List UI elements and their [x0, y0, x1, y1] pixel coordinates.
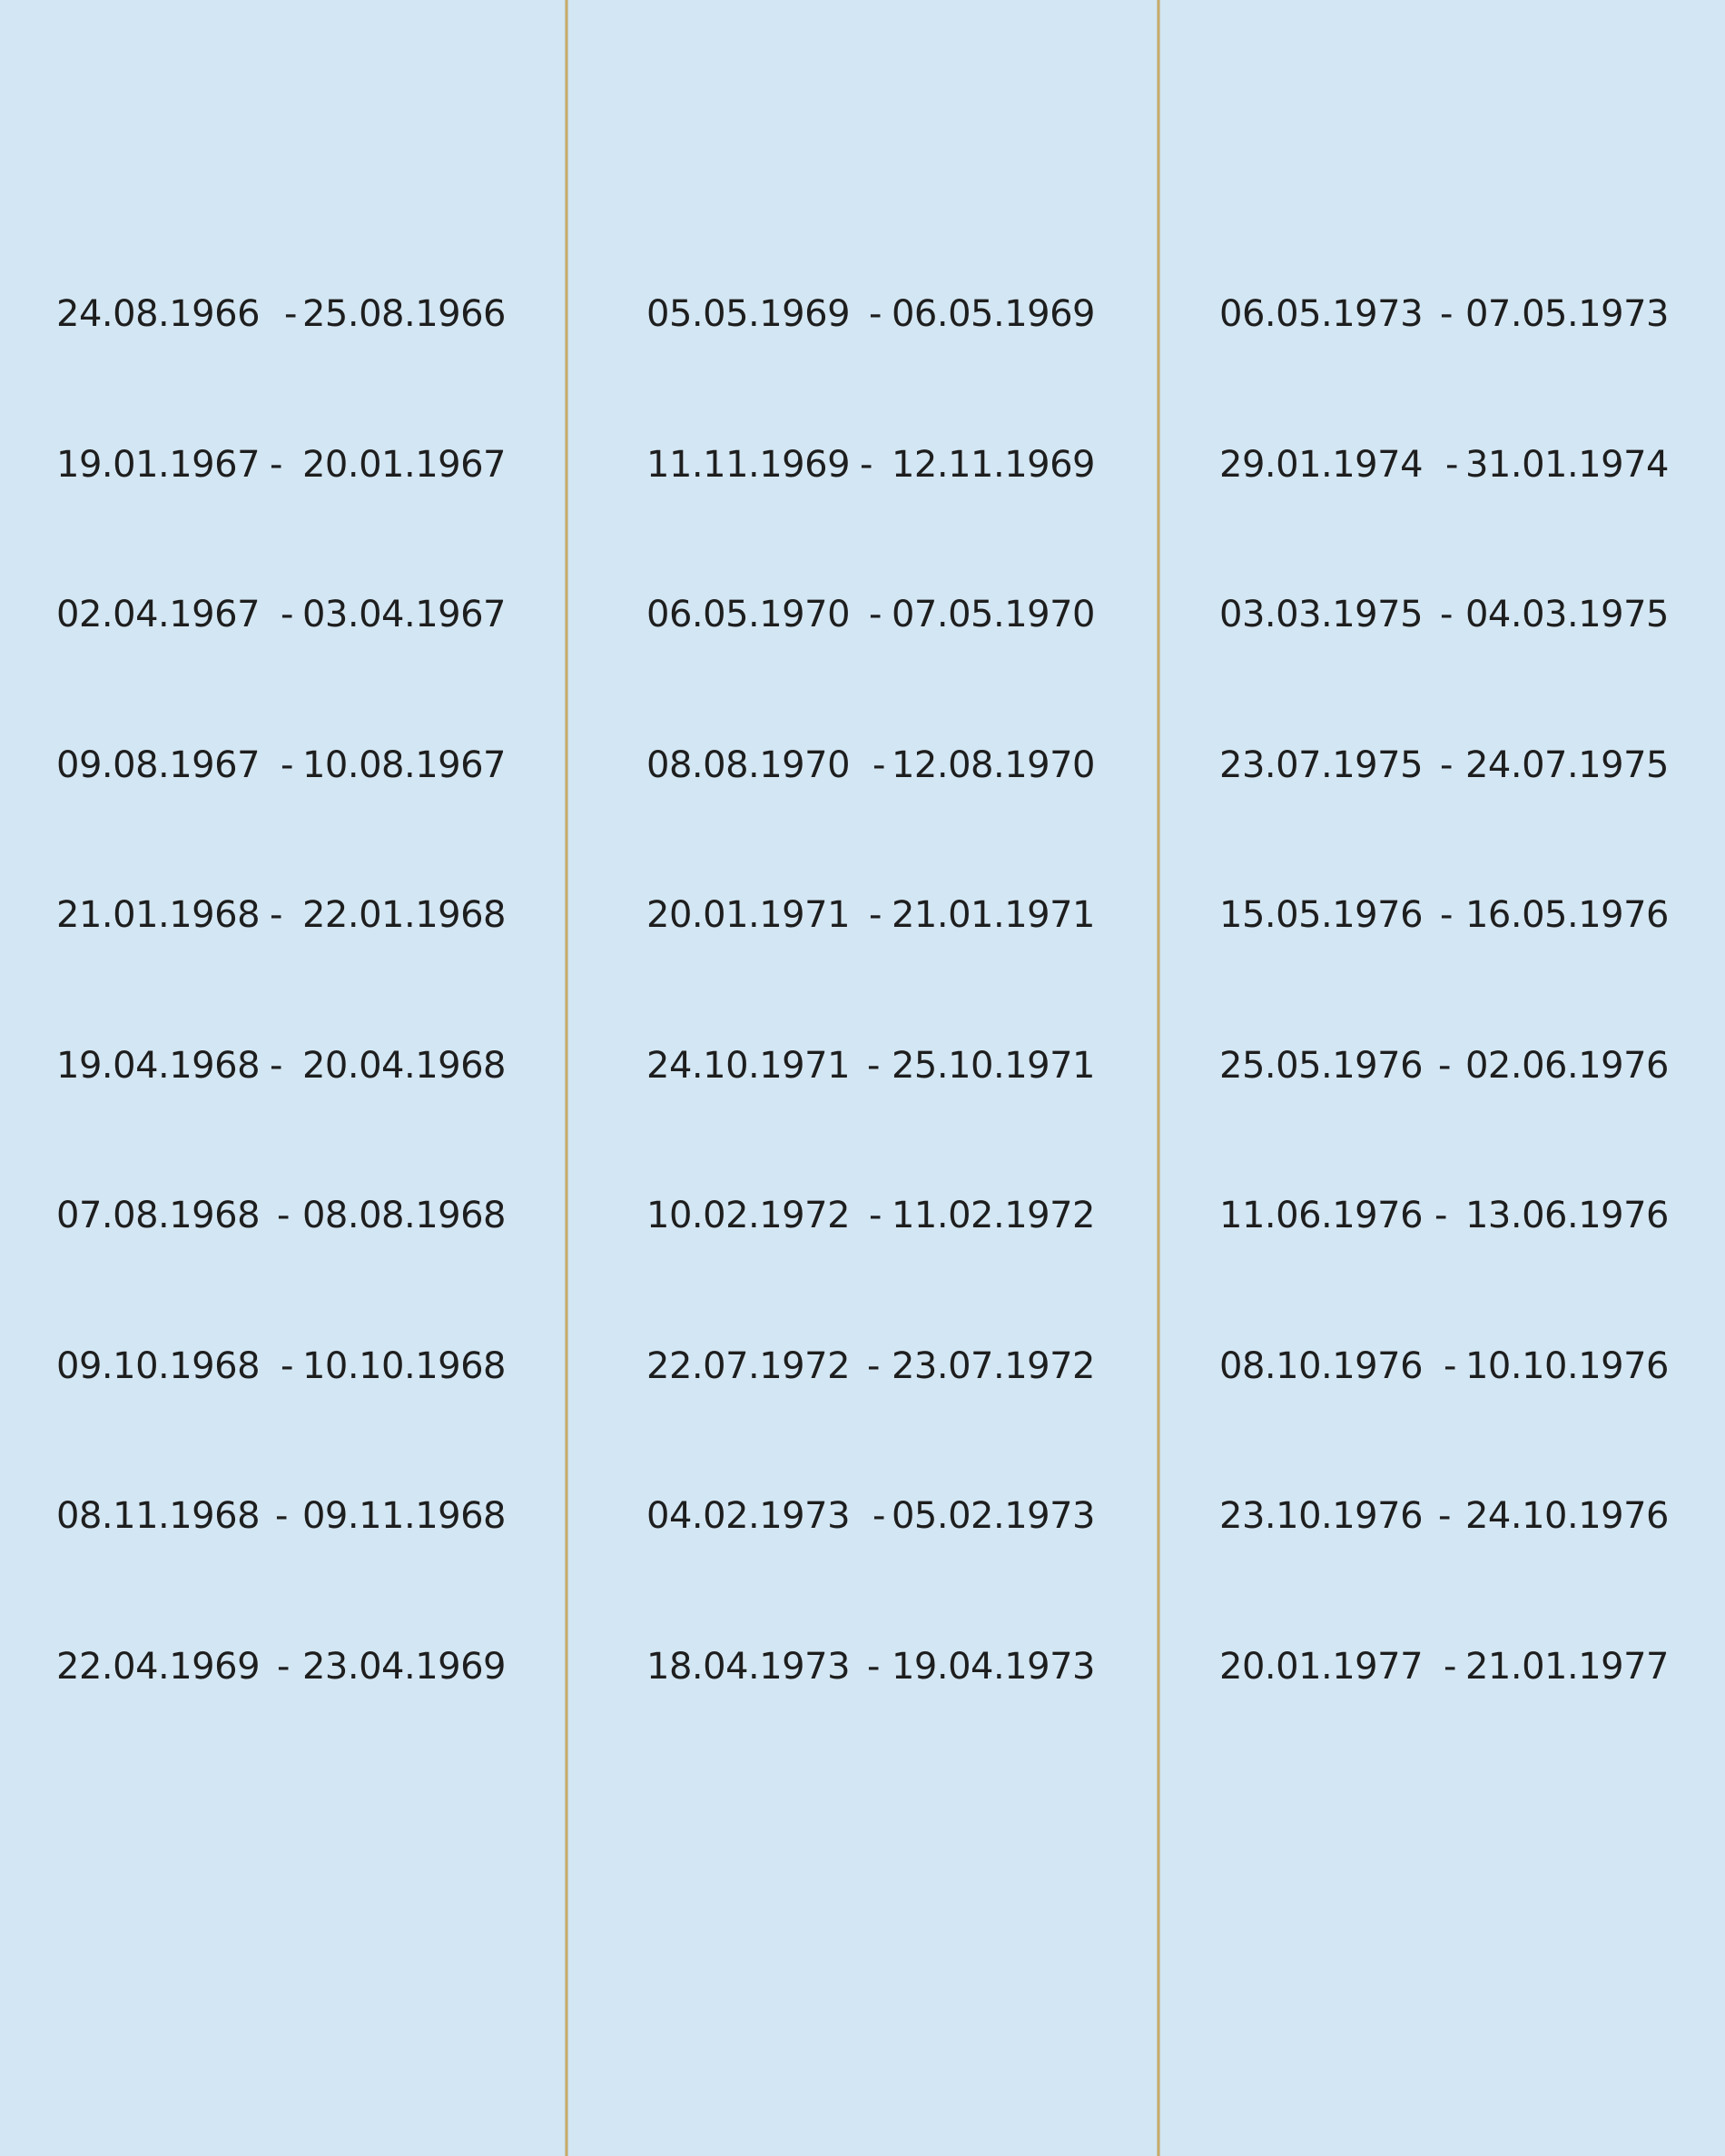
- range-separator: -: [872, 1495, 885, 1537]
- range-separator: -: [867, 1344, 880, 1387]
- range-separator: -: [1440, 743, 1453, 786]
- start-date: 23.10.1976: [1219, 1495, 1424, 1537]
- start-date: 23.07.1975: [1219, 743, 1424, 786]
- start-date: 19.01.1967: [56, 443, 261, 486]
- date-range-row: [646, 287, 1095, 341]
- date-range-row: [1219, 587, 1669, 642]
- date-column-2: [646, 0, 1095, 2156]
- date-range-row: [646, 1639, 1095, 1694]
- end-date: 09.11.1968: [301, 1495, 506, 1537]
- date-range-row: [1219, 1489, 1669, 1543]
- start-date: 03.03.1975: [1219, 594, 1424, 635]
- range-separator: -: [867, 1645, 880, 1688]
- start-date: 11.06.1976: [1219, 1195, 1424, 1236]
- start-date: 08.11.1968: [56, 1495, 261, 1537]
- end-date: 21.01.1971: [891, 894, 1095, 936]
- date-range-row: [56, 1339, 506, 1393]
- date-range-row: [646, 438, 1095, 492]
- start-date: 18.04.1973: [646, 1645, 851, 1688]
- start-date: 24.10.1971: [646, 1044, 851, 1087]
- end-date: 23.04.1969: [301, 1645, 506, 1688]
- start-date: 08.08.1970: [646, 743, 851, 786]
- date-range-row: [56, 1639, 506, 1694]
- end-date: 07.05.1970: [891, 594, 1095, 635]
- date-range-row: [1219, 888, 1669, 942]
- date-range-row: [646, 888, 1095, 942]
- range-separator: -: [284, 293, 297, 335]
- start-date: 04.02.1973: [646, 1495, 851, 1537]
- end-date: 22.01.1968: [301, 894, 506, 936]
- start-date: 09.10.1968: [56, 1344, 261, 1387]
- range-separator: -: [1444, 1645, 1456, 1688]
- date-range-row: [1219, 1039, 1669, 1093]
- date-range-row: [56, 287, 506, 341]
- end-date: 24.07.1975: [1464, 743, 1669, 786]
- end-date: 12.11.1969: [891, 443, 1095, 486]
- range-separator: -: [275, 1495, 288, 1537]
- start-date: 22.07.1972: [646, 1344, 851, 1387]
- end-date: 23.07.1972: [891, 1344, 1095, 1387]
- range-separator: -: [1445, 443, 1458, 486]
- range-separator: -: [1438, 1044, 1451, 1087]
- range-separator: -: [277, 1645, 290, 1688]
- range-separator: -: [869, 594, 882, 635]
- start-date: 21.01.1968: [56, 894, 261, 936]
- end-date: 24.10.1976: [1464, 1495, 1669, 1537]
- range-separator: -: [1440, 894, 1453, 936]
- start-date: 06.05.1973: [1219, 293, 1424, 335]
- range-separator: -: [869, 894, 882, 936]
- start-date: 08.10.1976: [1219, 1344, 1424, 1387]
- range-separator: -: [867, 1044, 880, 1087]
- date-range-row: [1219, 1639, 1669, 1694]
- date-range-row: [56, 738, 506, 793]
- range-separator: -: [1440, 293, 1453, 335]
- start-date: 10.02.1972: [646, 1195, 851, 1236]
- start-date: 24.08.1966: [56, 293, 261, 335]
- date-range-row: [56, 1188, 506, 1243]
- range-separator: -: [1438, 1495, 1451, 1537]
- date-range-row: [1219, 287, 1669, 341]
- end-date: 07.05.1973: [1464, 293, 1669, 335]
- end-date: 04.03.1975: [1464, 594, 1669, 635]
- end-date: 20.04.1968: [301, 1044, 506, 1087]
- end-date: 16.05.1976: [1464, 894, 1669, 936]
- range-separator: -: [869, 293, 882, 335]
- end-date: 31.01.1974: [1464, 443, 1669, 486]
- date-range-row: [646, 1039, 1095, 1093]
- date-column-1: [56, 0, 506, 2156]
- date-range-row: [1219, 1339, 1669, 1393]
- range-separator: -: [1444, 1344, 1456, 1387]
- date-range-row: [56, 888, 506, 942]
- column-divider-left: [565, 0, 568, 2156]
- end-date: 10.10.1968: [301, 1344, 506, 1387]
- start-date: 11.11.1969: [646, 443, 851, 486]
- date-range-row: [56, 438, 506, 492]
- end-date: 21.01.1977: [1464, 1645, 1669, 1688]
- range-separator: -: [281, 743, 293, 786]
- start-date: 25.05.1976: [1219, 1044, 1424, 1087]
- start-date: 19.04.1968: [56, 1044, 261, 1087]
- range-separator: -: [281, 1344, 293, 1387]
- range-separator: -: [869, 1195, 882, 1236]
- date-range-row: [56, 587, 506, 642]
- end-date: 06.05.1969: [891, 293, 1095, 335]
- range-separator: -: [281, 594, 293, 635]
- end-date: 11.02.1972: [891, 1195, 1095, 1236]
- end-date: 20.01.1967: [301, 443, 506, 486]
- start-date: 29.01.1974: [1219, 443, 1424, 486]
- end-date: 13.06.1976: [1464, 1195, 1669, 1236]
- start-date: 02.04.1967: [56, 594, 261, 635]
- range-separator: -: [1434, 1195, 1447, 1236]
- range-separator: -: [270, 443, 282, 486]
- end-date: 10.08.1967: [301, 743, 506, 786]
- end-date: 25.10.1971: [891, 1044, 1095, 1087]
- range-separator: -: [270, 894, 282, 936]
- end-date: 05.02.1973: [891, 1495, 1095, 1537]
- end-date: 08.08.1968: [301, 1195, 506, 1236]
- date-range-row: [646, 1339, 1095, 1393]
- date-column-3: [1219, 0, 1669, 2156]
- end-date: 03.04.1967: [301, 594, 506, 635]
- date-range-row: [646, 738, 1095, 793]
- range-separator: -: [277, 1195, 290, 1236]
- start-date: 07.08.1968: [56, 1195, 261, 1236]
- start-date: 05.05.1969: [646, 293, 851, 335]
- start-date: 20.01.1971: [646, 894, 851, 936]
- start-date: 06.05.1970: [646, 594, 851, 635]
- date-range-row: [56, 1489, 506, 1543]
- start-date: 09.08.1967: [56, 743, 261, 786]
- range-separator: -: [860, 443, 872, 486]
- end-date: 19.04.1973: [891, 1645, 1095, 1688]
- date-range-row: [1219, 438, 1669, 492]
- end-date: 10.10.1976: [1464, 1344, 1669, 1387]
- date-range-row: [646, 1188, 1095, 1243]
- end-date: 02.06.1976: [1464, 1044, 1669, 1087]
- range-separator: -: [270, 1044, 282, 1087]
- date-range-row: [646, 1489, 1095, 1543]
- start-date: 15.05.1976: [1219, 894, 1424, 936]
- range-separator: -: [1440, 594, 1453, 635]
- date-range-row: [56, 1039, 506, 1093]
- end-date: 25.08.1966: [301, 293, 506, 335]
- start-date: 20.01.1977: [1219, 1645, 1424, 1688]
- date-range-row: [646, 587, 1095, 642]
- start-date: 22.04.1969: [56, 1645, 261, 1688]
- date-range-row: [1219, 738, 1669, 793]
- end-date: 12.08.1970: [891, 743, 1095, 786]
- date-range-row: [1219, 1188, 1669, 1243]
- range-separator: -: [872, 743, 885, 786]
- column-divider-right: [1157, 0, 1160, 2156]
